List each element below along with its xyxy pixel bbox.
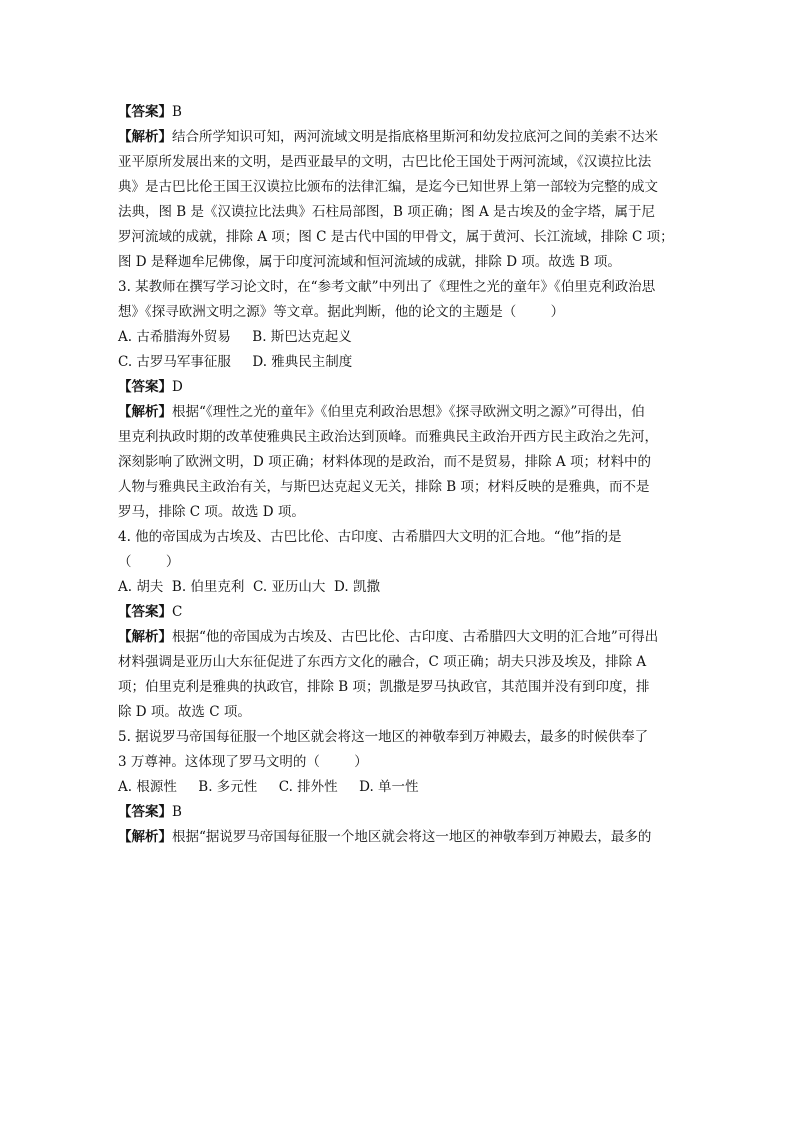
- analysis-line: [118, 475, 678, 500]
- question-line: [118, 275, 678, 300]
- answer-value: D: [172, 379, 183, 395]
- analysis-line: [118, 150, 678, 175]
- answer-label: 【答案】: [118, 104, 172, 120]
- analysis-line: [118, 425, 678, 450]
- analysis-line: [118, 675, 678, 700]
- analysis-text: 材料强调是亚历山大东征促进了东西方文化的融合，C 项正确；胡夫只涉及埃及，排除 A: [118, 654, 647, 670]
- analysis-text: 根据“《理性之光的童年》《伯里克利政治思想》《探寻欧洲文明之源》”可得出，伯: [172, 404, 645, 420]
- analysis-label: 【解析】: [118, 404, 172, 420]
- question-text: 想》《探寻欧洲文明之源》等文章。据此判断，他的论文的主题是（ ）: [118, 304, 565, 320]
- question-line: [118, 550, 678, 575]
- analysis-label: 【解析】: [118, 629, 172, 645]
- answer-label: 【答案】: [118, 804, 172, 820]
- question-text: 5. 据说罗马帝国每征服一个地区就会将这一地区的神敬奉到万神殿去，最多的时候供奉了: [118, 729, 649, 745]
- document-page: [118, 100, 678, 850]
- answer-value: B: [172, 104, 182, 120]
- analysis-text: 法典，图 B 是《汉谟拉比法典》石柱局部图，B 项正确；图 A 是古埃及的金字塔，属于尼: [118, 204, 656, 220]
- question-text: 3. 某教师在撰写学习论文时，在“参考文献”中列出了《理性之光的童年》《伯里克利政治思: [118, 279, 656, 295]
- analysis-line: [118, 125, 678, 150]
- analysis-text: 典》是古巴比伦王国王汉谟拉比颁布的法律汇编，是迄今已知世界上第一部较为完整的成文: [118, 179, 658, 195]
- options-line: [118, 325, 678, 350]
- analysis-text: 人物与雅典民主政治有关，与斯巴达克起义无关，排除 B 项；材料反映的是雅典，而不是: [118, 479, 650, 495]
- answer-value: B: [172, 804, 182, 820]
- analysis-label: 【解析】: [118, 829, 172, 845]
- analysis-line: [118, 400, 678, 425]
- options-line: [118, 775, 678, 800]
- options-text: C. 古罗马军事征服 D. 雅典民主制度: [118, 354, 353, 370]
- answer-line: [118, 100, 678, 125]
- analysis-text: 深刻影响了欧洲文明，D 项正确；材料体现的是政治，而不是贸易，排除 A 项；材料中的: [118, 454, 651, 470]
- analysis-text: 里克利执政时期的改革使雅典民主政治达到顶峰。而雅典民主政治开西方民主政治之先河，: [118, 429, 658, 445]
- question-line: [118, 725, 678, 750]
- analysis-line: [118, 625, 678, 650]
- analysis-text: 结合所学知识可知，两河流域文明是指底格里斯河和幼发拉底河之间的美索不达米: [172, 129, 658, 145]
- analysis-text: 根据“据说罗马帝国每征服一个地区就会将这一地区的神敬奉到万神殿去，最多的: [172, 829, 652, 845]
- answer-label: 【答案】: [118, 604, 172, 620]
- answer-line: [118, 800, 678, 825]
- analysis-text: 罗河流域的成就，排除 A 项；图 C 是古代中国的甲骨文，属于黄河、长江流域，排除 C 项；: [118, 229, 674, 245]
- analysis-line: [118, 200, 678, 225]
- analysis-text: 罗马，排除 C 项。故选 D 项。: [118, 504, 305, 520]
- analysis-text: 项；伯里克利是雅典的执政官，排除 B 项；凯撒是罗马执政官，其范围并没有到印度，排: [118, 679, 650, 695]
- answer-value: C: [172, 604, 183, 620]
- question-text: 3 万尊神。这体现了罗马文明的（ ）: [118, 754, 368, 770]
- options-text: A. 根源性 B. 多元性 C. 排外性 D. 单一性: [118, 779, 419, 795]
- options-line: [118, 575, 678, 600]
- analysis-line: [118, 825, 678, 850]
- answer-line: [118, 375, 678, 400]
- analysis-line: [118, 700, 678, 725]
- question-line: [118, 525, 678, 550]
- question-line: [118, 300, 678, 325]
- question-line: [118, 750, 678, 775]
- answer-label: 【答案】: [118, 379, 172, 395]
- analysis-line: [118, 175, 678, 200]
- analysis-line: [118, 225, 678, 250]
- analysis-line: [118, 250, 678, 275]
- answer-line: [118, 600, 678, 625]
- options-line: [118, 350, 678, 375]
- analysis-line: [118, 500, 678, 525]
- analysis-line: [118, 650, 678, 675]
- options-text: A. 胡夫 B. 伯里克利 C. 亚历山大 D. 凯撒: [118, 579, 380, 595]
- question-text: （ ）: [118, 554, 180, 570]
- question-text: 4. 他的帝国成为古埃及、古巴比伦、古印度、古希腊四大文明的汇合地。“他”指的是: [118, 529, 622, 545]
- analysis-text: 亚平原所发展出来的文明，是西亚最早的文明，古巴比伦王国处于两河流域，《汉谟拉比法: [118, 154, 652, 170]
- analysis-label: 【解析】: [118, 129, 172, 145]
- analysis-text: 根据“他的帝国成为古埃及、古巴比伦、古印度、古希腊四大文明的汇合地”可得出: [172, 629, 659, 645]
- analysis-text: 除 D 项。故选 C 项。: [118, 704, 251, 720]
- analysis-text: 图 D 是释迦牟尼佛像，属于印度河流域和恒河流域的成就，排除 D 项。故选 B 项。: [118, 254, 621, 270]
- analysis-line: [118, 450, 678, 475]
- options-text: A. 古希腊海外贸易 B. 斯巴达克起义: [118, 329, 352, 345]
